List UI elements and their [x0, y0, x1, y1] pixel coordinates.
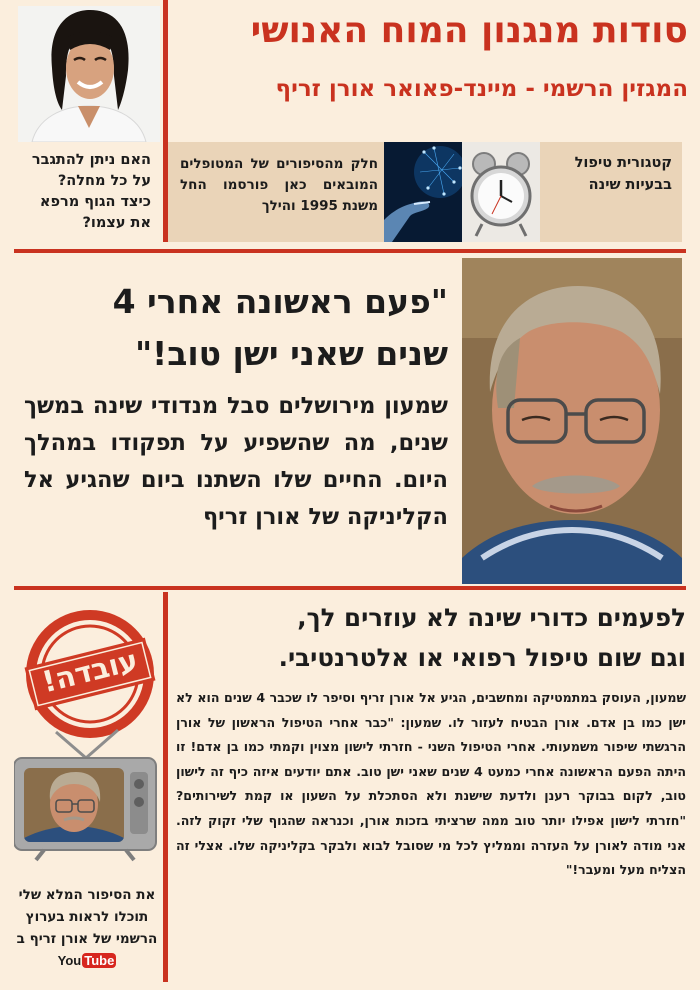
teaser-stories: חלק מהסיפורים של המטופלים המובאים כאן פורסמו החל משנת 1995 והילך — [180, 156, 378, 214]
magazine-subtitle: המגזין הרשמי - מיינד-פאואר אורן זריף — [275, 76, 688, 102]
author-photo — [18, 6, 160, 142]
section-divider-bottom — [14, 586, 686, 590]
section-divider-top — [14, 249, 686, 253]
article-headline-line1: לפעמים כדורי שינה לא עוזרים לך, — [297, 603, 686, 632]
teaser-question: האם ניתן להתגבר על כל מחלה? כיצד הגוף מרפא את עצמו? — [31, 152, 151, 231]
video-caption-text: את הסיפור המלא שלי תוכלו לראות בערוץ הרשמי של אורן זריף ב — [16, 887, 158, 947]
feature-headline-line1: "פעם ראשונה אחרי 4 — [112, 282, 448, 321]
tv-screen-patient-photo — [24, 768, 124, 842]
teaser-question-panel — [18, 142, 163, 242]
fact-stamp-text: עובדה! — [38, 642, 142, 700]
feature-lead: שמעון מירושלים סבל מנדודי שינה במשך שנים, מה שהשפיע על תפקודו במהלך היום. החיים שלו השתנו ביום שהגיע אל הקליניקה של אורן זריף — [24, 393, 448, 530]
youtube-logo-you: You — [57, 953, 82, 968]
patient-photo — [462, 258, 682, 584]
article-headline-line2: וגם שום טיפול רפואי או אלטרנטיבי. — [278, 643, 686, 672]
teaser-category: קטגורית טיפול בבעיות שינה — [574, 155, 672, 193]
magazine-title: סודות מנגנון המוח האנושי — [250, 10, 688, 51]
feature-headline-line2: שנים שאני ישן טוב!" — [134, 334, 448, 373]
video-caption — [12, 884, 162, 972]
youtube-logo[interactable] — [58, 953, 117, 969]
teaser-stories-panel — [168, 142, 384, 242]
article-body: שמעון, העוסק במתמטיקה ומחשבים, הגיע אל אורן זריף וסיפר לו שכבר 4 שנים הוא לא ישן כמו בן אדם. אורן הבטיח לעזור לו. שמעון: "כבר אחרי הטיפול הראשון של אורן הרגשתי שיפור משמעותי. אחרי הטיפול השני - חזרתי לישון מצוין וקמתי כמו בן אדם! זו היתה הפעם הראשונה אחרי כמעט 4 שנים שאני ישן טוב. אתם יודעים איזה כיף זה לישון טוב, לקום בבוקר רענן ולדעת שישנת ולא הסתכלת על השעון או קמת לשירותים? "חזרתי לישון אפילו יותר טוב ממה שרציתי בזכות אורן, וכנראה שהגוף שלי זקוק לזה. אני מודה לאורן על העזרה וממליץ לכל מי שסובל לבוא ולבקר בקליניקה שלו. אצלי זה הצליח מעל ומעבר!" — [176, 690, 686, 878]
feature-headline — [24, 276, 448, 380]
teaser-category-panel — [462, 142, 682, 242]
article-headline — [176, 598, 686, 678]
tv-icon — [14, 722, 160, 862]
alarm-clock-image — [462, 142, 540, 242]
youtube-logo-tube: Tube — [84, 953, 115, 968]
header-divider — [163, 0, 168, 142]
sidebar-divider — [163, 592, 168, 982]
digital-hand-image — [384, 142, 462, 242]
